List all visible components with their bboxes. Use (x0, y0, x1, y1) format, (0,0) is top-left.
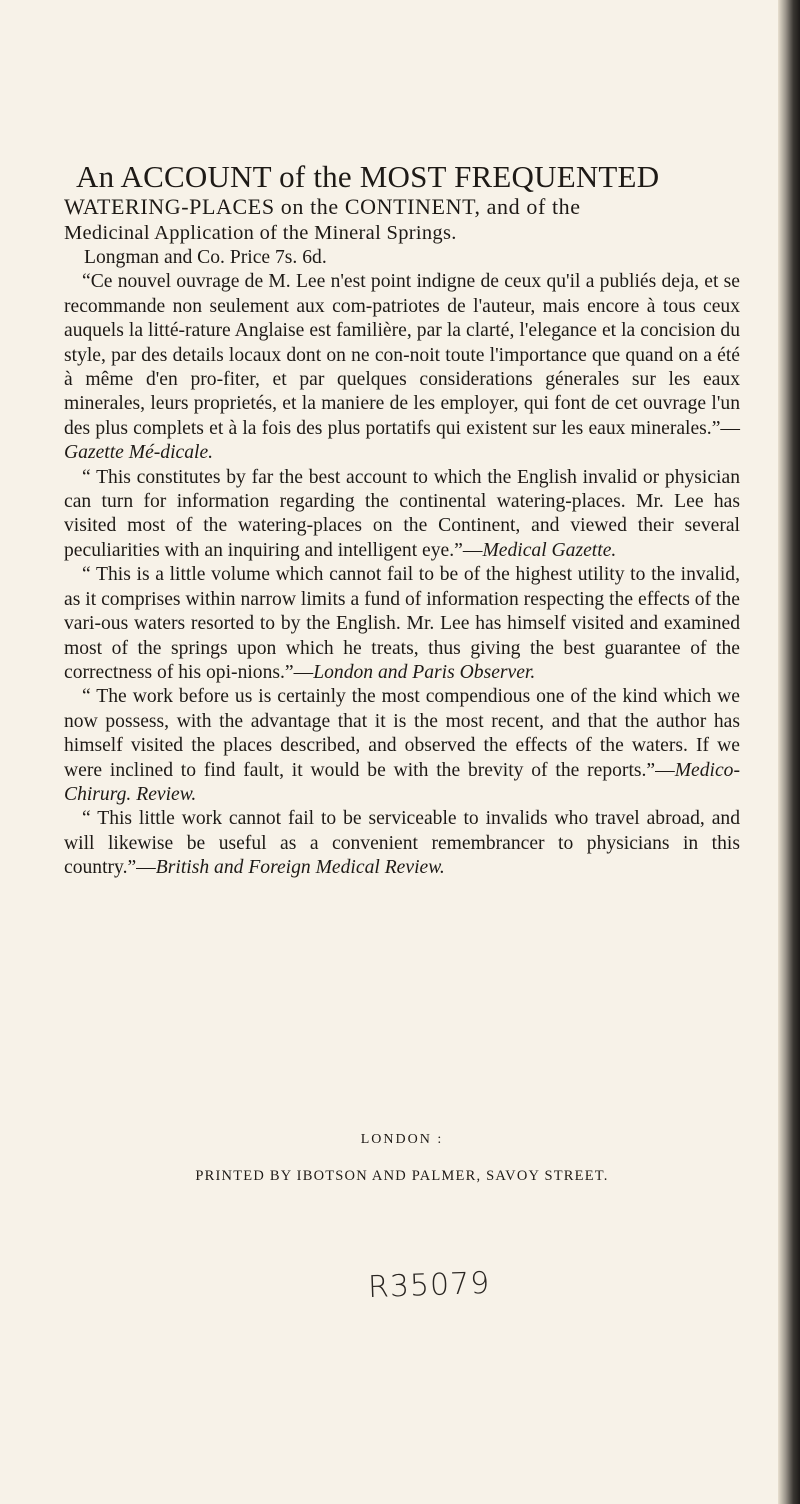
imprint-printer: PRINTED BY IBOTSON AND PALMER, SAVOY STREET. (195, 1168, 609, 1184)
review-quote: “ This constitutes by far the best account to which the English invalid or physician can turn for information regarding the continental watering-places. Mr. Lee has visited most of the watering-places on the Continent, and viewed their several peculiarities with an inquiring and intelligent eye.”— (64, 466, 740, 561)
review-paragraph (64, 807, 740, 880)
review-quote: “Ce nouvel ouvrage de M. Lee n'est point indigne de ceux qu'il a publiés deja, et se recommande non seulement aux com-patriotes de l'auteur, mais encore à tous ceux auquels la litté-rature Anglaise est familière, par la clarté, l'elegance et la concision du style, par des details locaux dont on ne con-noit toute l'importance que quand on a été à même d'en pro-fiter, et par quelques considerations génerales sur les eaux minerales, leurs proprietés, et la maniere de les employer, qui font de cet ouvrage l'un des plus complets et à la fois des plus portatifs qui existent sur les eaux minerales.”— (64, 271, 740, 439)
review-paragraph (64, 466, 740, 564)
imprint-city: LONDON : (360, 1132, 444, 1147)
review-quote: “ This is a little volume which cannot fail to be of the highest utility to the invalid, as it comprises within narrow limits a fund of information respecting the effects of the vari-ous waters resorted to by the English. Mr. Lee has himself visited and examined most of the springs upon which he treats, thus giving the best guarantee of the correctness of his opi-nions.”— (64, 564, 740, 683)
review-quote: “ This little work cannot fail to be serviceable to invalids who travel abroad, and will likewise be useful as a convenient remembrancer to physicians in this country.”— (64, 808, 740, 879)
review-source: British and Foreign Medical Review. (155, 857, 445, 879)
binding-edge (778, 0, 800, 1504)
publisher-price: Longman and Co. Price 7s. 6d. (84, 247, 327, 268)
handwritten-shelfmark: R35079 (367, 1265, 491, 1306)
book-title: An ACCOUNT of the MOST FREQUENTED (76, 159, 660, 194)
book-subtitle-continued: Medicinal Application of the Mineral Springs. (64, 222, 457, 244)
book-subtitle: WATERING-PLACES on the CONTINENT, and of the (64, 194, 581, 219)
review-paragraph (64, 685, 740, 807)
review-quote: “ The work before us is certainly the most compendious one of the kind which we now possess, with the advantage that it is the most recent, and that the author has himself visited the places described, and observed the effects of the waters. If we were inclined to find fault, it would be with the brevity of the reports.”— (64, 686, 740, 781)
review-source: London and Paris Observer. (313, 661, 536, 683)
review-source: Gazette Mé-dicale. (64, 442, 214, 464)
review-source: Medical Gazette. (482, 539, 617, 561)
advertisement-block (64, 160, 740, 881)
review-paragraph (64, 563, 740, 685)
review-source: Medico-Chirurg. Review. (64, 759, 740, 805)
review-paragraph (64, 270, 740, 465)
